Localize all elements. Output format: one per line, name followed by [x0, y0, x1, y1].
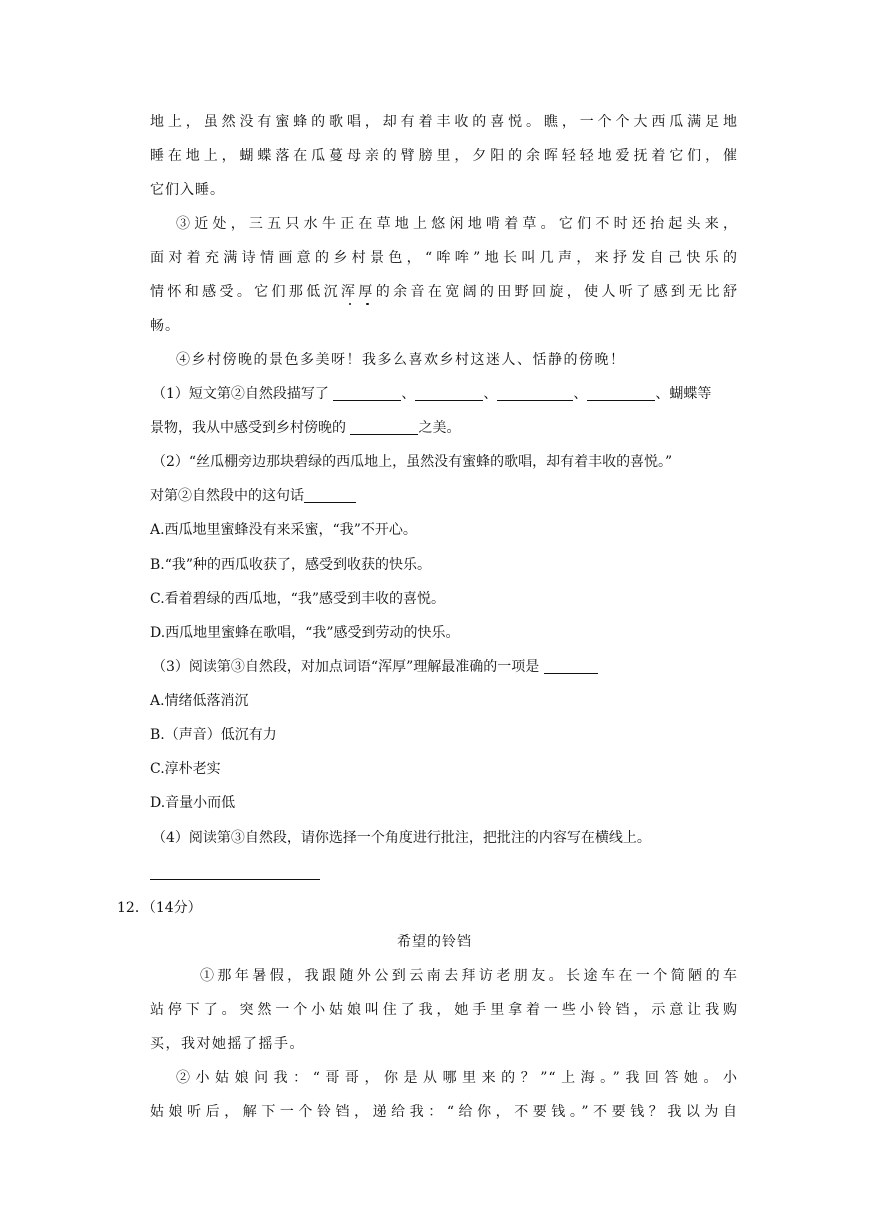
question-3 — [152, 657, 740, 677]
question-4: （4）阅读第③自然段，请你选择一个角度进行批注，把批注的内容写在横线上。 — [152, 830, 651, 846]
answer-blank[interactable] — [415, 386, 483, 401]
answer-line[interactable] — [150, 879, 320, 880]
passage-line — [150, 282, 738, 302]
question-2-line2 — [150, 486, 738, 506]
question-text: （1）短文第②自然段描写了 — [152, 386, 329, 402]
passage-line: 它们入睡。 — [150, 182, 225, 198]
passage-line: ②小姑娘问我：“哥哥，你是从哪里来的？”“上海。”我回答她。小 — [176, 1070, 738, 1086]
option-d: D.音量小而低 — [150, 795, 236, 811]
option-c: C.看着碧绿的西瓜地，“我”感受到丰收的喜悦。 — [150, 591, 445, 607]
answer-blank[interactable] — [544, 659, 598, 674]
question-text: （3）阅读第③自然段，对加点词语“浑厚”理解最准确的一项是 — [152, 659, 540, 675]
question-text: 、蝴蝶等 — [655, 386, 712, 402]
answer-blank[interactable] — [350, 420, 418, 435]
emphasis-char: 浑 — [341, 284, 359, 300]
separator: 、 — [483, 386, 498, 402]
emphasis-char: 厚 — [358, 284, 376, 300]
text-segment: 情怀和感受。它们那低沉 — [150, 284, 341, 300]
text-segment: 的余音在宽阔的田野回旋，使人听了感到无比舒 — [375, 284, 739, 300]
answer-blank[interactable] — [333, 386, 401, 401]
question-1 — [152, 384, 740, 404]
option-c: C.淳朴老实 — [150, 761, 221, 777]
option-b: B.（声音）低沉有力 — [150, 727, 277, 743]
option-b: B.“我”种的西瓜收获了，感受到收获的快乐。 — [150, 557, 432, 573]
passage-line: 姑娘听后，解下一个铃铛，递给我：“给你，不要钱。”不要钱？我以为自 — [150, 1104, 738, 1120]
passage-line: 畅。 — [150, 318, 180, 334]
option-a: A.情绪低落消沉 — [150, 693, 249, 709]
passage-line: 地上，虽然没有蜜蜂的歌唱，却有着丰收的喜悦。瞧，一个个大西瓜满足地 — [150, 114, 738, 130]
passage-line: ④乡村傍晚的景色多美呀！我多么喜欢乡村这迷人、恬静的傍晚！ — [176, 352, 626, 368]
question-text: 对第②自然段中的这句话 — [150, 488, 304, 504]
separator: 、 — [401, 386, 416, 402]
option-d: D.西瓜地里蜜蜂在歌唱，“我”感受到劳动的快乐。 — [150, 625, 460, 641]
passage-title: 希望的铃铛 — [397, 934, 472, 950]
passage-line: 站停下了。突然一个小姑娘叫住了我，她手里拿着一些小铃铛，示意让我购 — [150, 1002, 738, 1018]
passage-line: 买，我对她摇了摇手。 — [150, 1036, 305, 1052]
answer-blank[interactable] — [497, 386, 573, 401]
passage-line: 面对着充满诗情画意的乡村景色，“哞哞”地长叫几声，来抒发自己快乐的 — [150, 250, 738, 266]
question-2: （2）“丝瓜棚旁边那块碧绿的西瓜地上，虽然没有蜜蜂的歌唱，却有着丰收的喜悦。” — [152, 454, 673, 470]
passage-line: ③近处，三五只水牛正在草地上悠闲地啃着草。它们不时还抬起头来， — [176, 216, 738, 232]
option-a: A.西瓜地里蜜蜂没有来采蜜，“我”不开心。 — [150, 522, 417, 538]
passage-line: 睡在地上，蝴蝶落在瓜蔓母亲的臂膀里，夕阳的余晖轻轻地爱抚着它们，催 — [150, 148, 738, 164]
question-text: 之美。 — [418, 420, 461, 436]
passage-line: ①那年暑假，我跟随外公到云南去拜访老朋友。长途车在一个简陋的车 — [200, 968, 738, 984]
question-text: 景物，我从中感受到乡村傍晚的 — [150, 420, 346, 436]
separator: 、 — [573, 386, 588, 402]
answer-blank[interactable] — [304, 488, 356, 503]
question-12-header: 12．（14分） — [117, 900, 202, 916]
answer-blank[interactable] — [587, 386, 655, 401]
question-1-line2 — [150, 418, 738, 438]
